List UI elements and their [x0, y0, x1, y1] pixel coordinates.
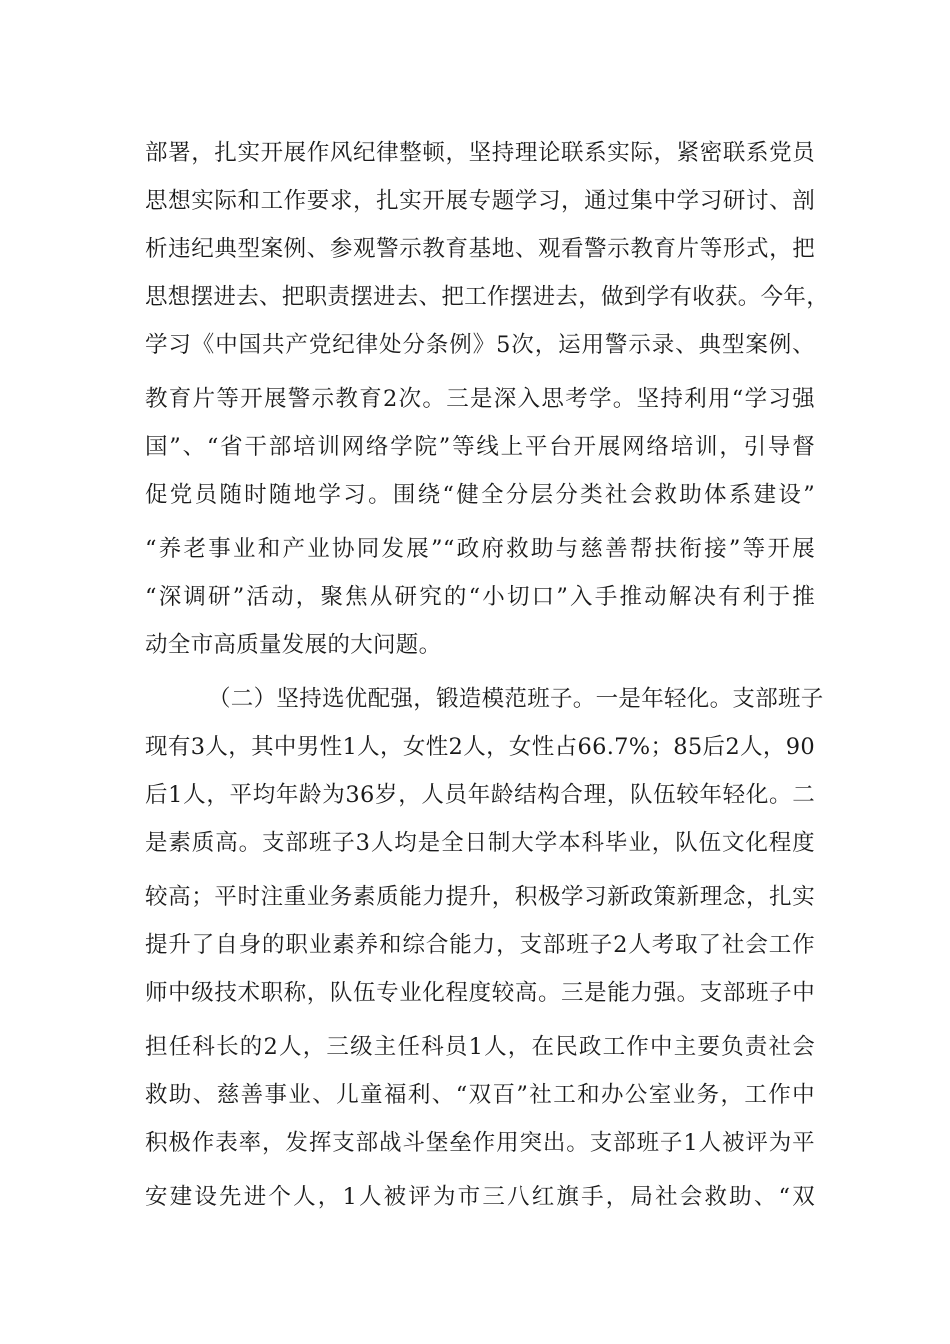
text-line: 现有3人，其中男性1人，女性2人，女性占66.7%；85后2人，90 [145, 734, 815, 760]
text-line: 是素质高。支部班子3人均是全日制大学本科毕业，队伍文化程度 [145, 830, 815, 856]
text-line: 学习《中国共产党纪律处分条例》5次，运用警示录、典型案例、 [145, 332, 815, 358]
text-line: 部署，扎实开展作风纪律整顿，坚持理论联系实际，紧密联系党员 [145, 140, 815, 166]
text-line: 较高；平时注重业务素质能力提升，积极学习新政策新理念，扎实 [145, 884, 815, 910]
paragraph-heading-line: （二）坚持选优配强，锻造模范班子。一是年轻化。支部班子 [208, 686, 824, 712]
text-line: 担任科长的2人，三级主任科员1人，在民政工作中主要负责社会 [145, 1034, 815, 1060]
text-line: “养老事业和产业协同发展”“政府救助与慈善帮扶衔接”等开展 [145, 536, 815, 562]
text-line: 思想实际和工作要求，扎实开展专题学习，通过集中学习研讨、剖 [145, 188, 815, 214]
text-line: 思想摆进去、把职责摆进去、把工作摆进去，做到学有收获。今年， [145, 284, 830, 310]
text-line: 安建设先进个人，1人被评为市三八红旗手，局社会救助、“双 [145, 1184, 815, 1210]
text-line: 师中级技术职称，队伍专业化程度较高。三是能力强。支部班子中 [145, 980, 815, 1006]
text-line: 动全市高质量发展的大问题。 [145, 632, 442, 658]
text-line: 促党员随时随地学习。围绕“健全分层分类社会救助体系建设” [145, 482, 815, 508]
text-line: 教育片等开展警示教育2次。三是深入思考学。坚持利用“学习强 [145, 386, 815, 412]
text-line: “深调研”活动，聚焦从研究的“小切口”入手推动解决有利于推 [145, 584, 815, 610]
text-line: 国”、“省干部培训网络学院”等线上平台开展网络培训，引导督 [145, 434, 815, 460]
text-line: 积极作表率，发挥支部战斗堡垒作用突出。支部班子1人被评为平 [145, 1130, 815, 1156]
text-line: 析违纪典型案例、参观警示教育基地、观看警示教育片等形式，把 [145, 236, 815, 262]
text-line: 后1人，平均年龄为36岁，人员年龄结构合理，队伍较年轻化。二 [145, 782, 815, 808]
text-line: 救助、慈善事业、儿童福利、“双百”社工和办公室业务，工作中 [145, 1082, 815, 1108]
text-line: 提升了自身的职业素养和综合能力，支部班子2人考取了社会工作 [145, 932, 815, 958]
